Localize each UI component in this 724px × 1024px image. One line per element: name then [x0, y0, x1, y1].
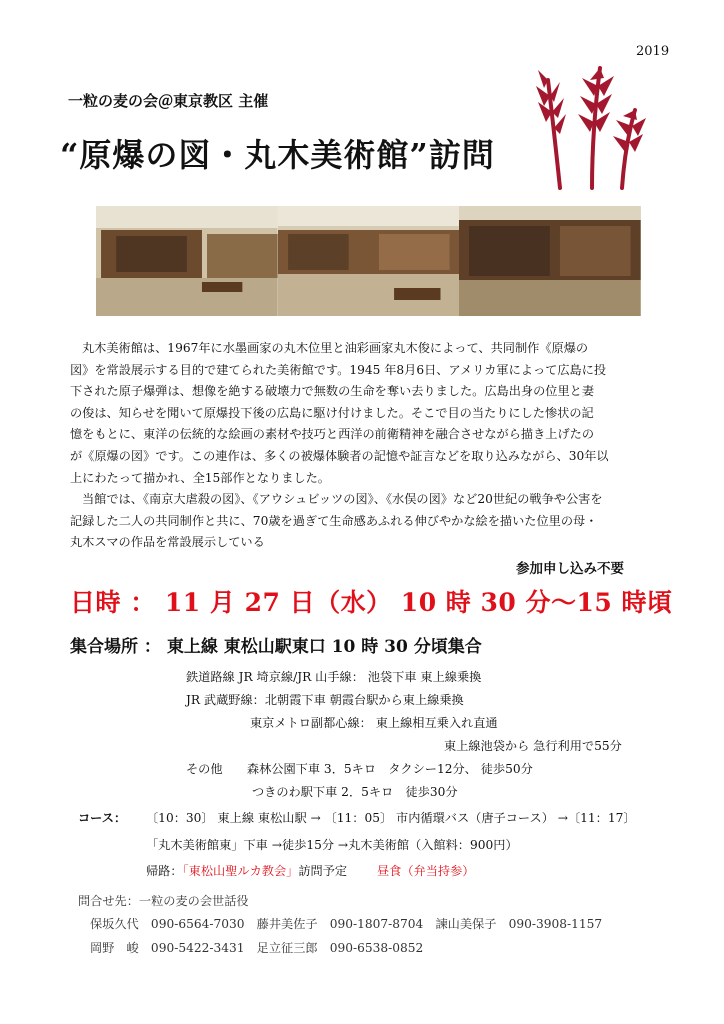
route-line: つきのわ駅下車 2．5キロ 徒歩30分 — [252, 785, 458, 799]
contact-row: 岡野 峻 090-5422-3431 足立征三郎 090-6538-0852 — [90, 941, 424, 955]
intro-line: 当館では、《南京大虐殺の図》、《アウシュビッツの図》、《水俣の図》など20世紀の戦争や公害を — [82, 492, 603, 507]
gallery-photos — [96, 206, 641, 316]
no-application-note: 参加申し込み不要 — [516, 561, 624, 577]
route-line: JR 武蔵野線：北朝霞下車 朝霞台駅から東上線乗換 — [186, 693, 464, 707]
contact-row: 保坂久代 090-6564-7030 藤井美佐子 090-1807-8704 諫山美保子 090-3908-1157 — [90, 917, 603, 931]
gallery-photo-2 — [278, 206, 460, 316]
intro-line: 記録した二人の共同制作と共に、70歳を過ぎて生命感あふれる伸びやかな絵を描いた位里の母・ — [70, 513, 598, 528]
intro-line: 丸木美術館は、1967年に水墨画家の丸木位里と油彩画家丸木俊によって、共同制作《原爆の — [82, 341, 589, 355]
intro-line: 下された原子爆弾は、想像を絶する破壊力で無数の生命を奪い去りました。広島出身の位里と妻 — [70, 384, 595, 399]
gallery-photo-3 — [459, 206, 641, 316]
intro-text — [70, 338, 660, 554]
page-title: “原爆の図・丸木美術館”訪問 — [60, 136, 495, 174]
return-prefix: 帰路： — [146, 864, 183, 878]
course-label: コース： — [78, 811, 127, 825]
intro-line: の俊は、知らせを聞いて原爆投下後の広島に駆け付けました。そこで目の当たりにした惨状の記 — [70, 405, 594, 420]
intro-line: 丸木スマの作品を常設展示している — [70, 535, 265, 550]
intro-line: 図》を常設展示する目的で建てられた美術館です。1945 年8月6日、アメリカ軍によって広島に投 — [70, 362, 607, 377]
return-suffix: 訪問予定 — [298, 864, 348, 878]
return-line — [146, 862, 474, 879]
route-line: その他 森林公園下車 3．5キロ タクシー12分、 徒歩50分 — [186, 762, 533, 776]
intro-line: が《原爆の図》です。この連作は、多くの被爆体験者の記憶や証言などを取り込みながら、30年以 — [70, 448, 609, 463]
route-line: 鉄道路線 JR 埼京線/JR 山手線： 池袋下車 東上線乗換 — [186, 670, 482, 684]
organizer-line: 一粒の麦の会＠東京教区 主催 — [68, 92, 269, 110]
lunch-note: 昼食（弁当持参） — [376, 864, 475, 878]
course-line-2: 「丸木美術館東」下車 →徒歩15分 →丸木美術館（入館料：900円） — [146, 838, 518, 852]
event-datetime: 日時 ： 11 月 27 日（水） 10 時 30 分～15 時頃 — [70, 588, 673, 617]
route-line: 東上線池袋から 急行利用で55分 — [444, 739, 622, 753]
church-name: 「東松山聖ルカ教会」 — [182, 864, 299, 878]
wheat-icon — [530, 60, 650, 190]
intro-line: 憶をもとに、東洋の伝統的な絵画の素材や技巧と西洋の前衛精神を融合させながら描き上げたの — [70, 427, 595, 442]
meeting-place: 集合場所 ： 東上線 東松山駅東口 10 時 30 分頃集合 — [70, 637, 482, 657]
intro-line: 上にわたって描かれ、全15部作となりました。 — [70, 470, 330, 485]
course-line-1: 〔10：30〕 東上線 東松山駅 → 〔11：05〕 市内循環バス（唐子コース） →〔11：17〕 — [146, 811, 636, 825]
route-line: 東京メトロ副都心線： 東上線相互乗入れ直通 — [250, 716, 498, 730]
year-label: 2019 — [636, 44, 670, 59]
contact-title: 問合せ先：一粒の麦の会世話役 — [78, 894, 249, 908]
gallery-photo-1 — [96, 206, 278, 316]
